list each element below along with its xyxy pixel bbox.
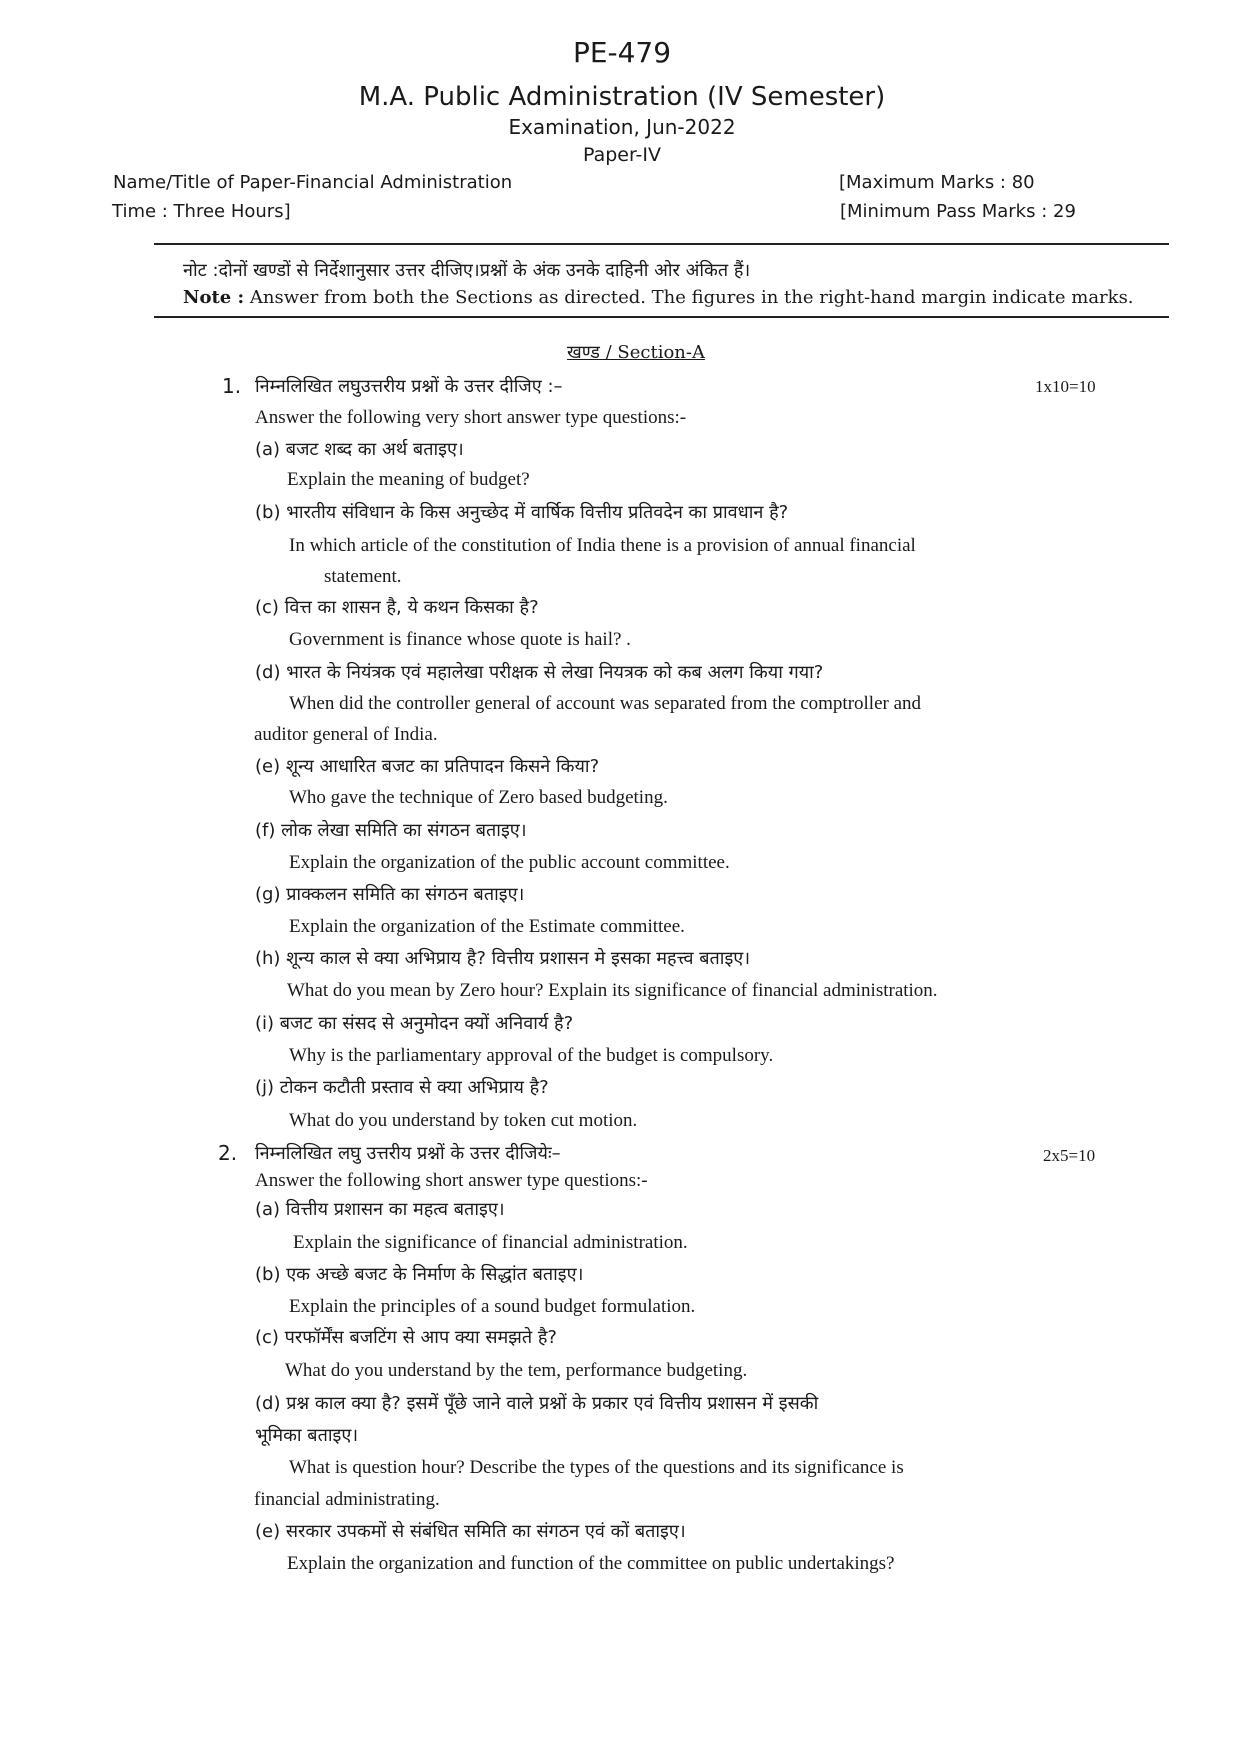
q1d-hindi: (d) भारत के नियंत्रक एवं महालेखा परीक्षक से लेखा नियत्रक को कब अलग किया गया? — [255, 662, 824, 683]
paper-code: PE-479 — [572, 36, 672, 69]
section-a-heading: खण्ड / Section-A — [567, 342, 705, 363]
q1g-english: Explain the organization of the Estimate committee. — [289, 916, 685, 937]
paper-name: Name/Title of Paper-Financial Administration — [113, 172, 513, 193]
q1j-hindi: (j) टोकन कटौती प्रस्ताव से क्या अभिप्राय है? — [255, 1077, 549, 1098]
q1-instruction: Answer the following very short answer type questions:- — [255, 407, 687, 428]
q1c-hindi: (c) वित्त का शासन है, ये कथन किसका है? — [255, 597, 539, 618]
q1i-hindi: (i) बजट का संसद से अनुमोदन क्यों अनिवार्य है? — [255, 1013, 574, 1034]
q2a-english: Explain the significance of financial administration. — [293, 1232, 688, 1253]
q1-marks: 1x10=10 — [1035, 377, 1096, 396]
q1h-hindi: (h) शून्य काल से क्या अभिप्राय है? वित्तीय प्रशासन मे इसका महत्त्व बताइए। — [255, 948, 751, 969]
bottom-divider — [154, 316, 1169, 318]
q1e-english: Who gave the technique of Zero based budgeting. — [289, 787, 668, 808]
q2c-hindi: (c) परफॉर्मेंस बजटिंग से आप क्या समझते है? — [255, 1327, 557, 1348]
note-label: Note : — [183, 287, 245, 308]
note-english — [183, 287, 1134, 308]
q1i-english: Why is the parliamentary approval of the budget is compulsory. — [289, 1045, 774, 1066]
q2-hindi: निम्नलिखित लघु उत्तरीय प्रश्नों के उत्तर दीजियेः– — [255, 1143, 561, 1164]
time-allowed: Time : Three Hours] — [112, 201, 291, 222]
q1h-english: What do you mean by Zero hour? Explain its significance of financial administration. — [287, 980, 938, 1001]
q1a-hindi: (a) बजट शब्द का अर्थ बताइए। — [255, 439, 464, 460]
q2e-hindi: (e) सरकार उपकमों से संबंधित समिति का संगठन एवं कों बताइए। — [255, 1521, 686, 1542]
q1b-hindi: (b) भारतीय संविधान के किस अनुच्छेद में वार्षिक वित्तीय प्रतिवदेन का प्रावधान है? — [255, 502, 789, 523]
q1g-hindi: (g) प्राक्कलन समिति का संगठन बताइए। — [255, 884, 525, 905]
minimum-pass-marks: [Minimum Pass Marks : 29 — [840, 201, 1076, 222]
q1b-english-cont: statement. — [324, 566, 402, 587]
q2d-hindi-cont: भूमिका बताइए। — [255, 1425, 359, 1446]
q1f-hindi: (f) लोक लेखा समिति का संगठन बताइए। — [255, 820, 527, 841]
q1d-english-cont: auditor general of India. — [254, 724, 438, 745]
q2-number: 2. — [218, 1141, 238, 1165]
q1b-english: In which article of the constitution of India thene is a provision of annual financial — [289, 535, 916, 556]
q1c-english: Government is finance whose quote is hail? . — [289, 629, 631, 650]
q2-marks: 2x5=10 — [1043, 1146, 1096, 1165]
exam-session: Examination, Jun-2022 — [508, 115, 736, 139]
q2-instruction: Answer the following short answer type questions:- — [255, 1170, 648, 1191]
paper-number: Paper-IV — [582, 144, 662, 166]
note-text: Answer from both the Sections as directed. The figures in the right-hand margin indicate marks. — [244, 287, 1134, 308]
top-divider — [154, 243, 1169, 245]
q2e-english: Explain the organization and function of the committee on public undertakings? — [287, 1553, 895, 1574]
q1-hindi: निम्नलिखित लघुउत्तरीय प्रश्नों के उत्तर दीजिए :– — [255, 376, 563, 397]
q2b-english: Explain the principles of a sound budget formulation. — [289, 1296, 696, 1317]
q1a-english: Explain the meaning of budget? — [287, 469, 530, 490]
maximum-marks: [Maximum Marks : 80 — [839, 172, 1035, 193]
q1f-english: Explain the organization of the public account committee. — [289, 852, 730, 873]
q2d-hindi: (d) प्रश्न काल क्या है? इसमें पूँछे जाने वाले प्रश्नों के प्रकार एवं वित्तीय प्रशासन में इसकी — [255, 1393, 819, 1414]
q2d-english-cont: financial administrating. — [254, 1489, 440, 1510]
q2b-hindi: (b) एक अच्छे बजट के निर्माण के सिद्धांत बताइए। — [255, 1264, 584, 1285]
q1e-hindi: (e) शून्य आधारित बजट का प्रतिपादन किसने किया? — [255, 756, 600, 777]
q1d-english: When did the controller general of account was separated from the comptroller and — [289, 693, 922, 714]
note-hindi: नोट :दोनों खण्डों से निर्देशानुसार उत्तर दीजिए।प्रश्नों के अंक उनके दाहिनी ओर अंकित हैं। — [183, 260, 751, 281]
q1-number: 1. — [222, 374, 242, 398]
program-title: M.A. Public Administration (IV Semester) — [358, 82, 886, 112]
q2d-english: What is question hour? Describe the types of the questions and its significance is — [289, 1457, 904, 1478]
q1j-english: What do you understand by token cut motion. — [289, 1110, 638, 1131]
q2a-hindi: (a) वित्तीय प्रशासन का महत्व बताइए। — [255, 1199, 505, 1220]
q2c-english: What do you understand by the tem, performance budgeting. — [285, 1360, 748, 1381]
